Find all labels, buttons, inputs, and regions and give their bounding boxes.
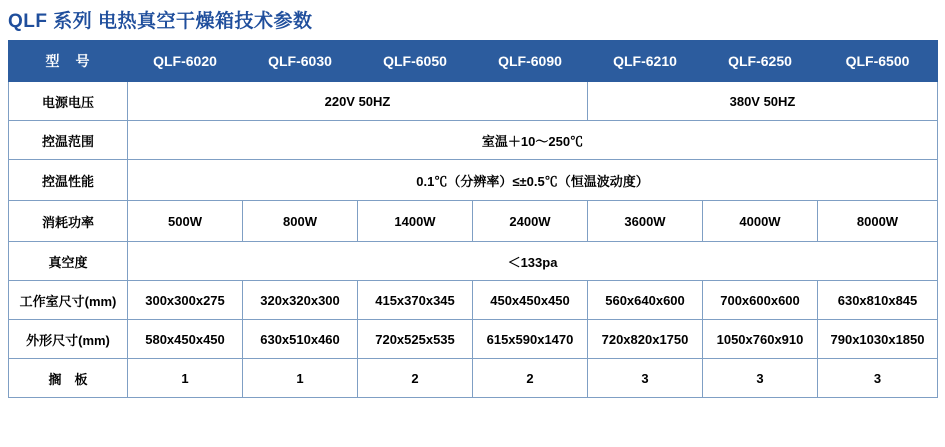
cell-power-6: 4000W — [703, 201, 818, 242]
row-label-temp-performance: 控温性能 — [9, 160, 128, 201]
table-row — [9, 320, 938, 359]
cell-temp-performance: 0.1℃（分辨率）≤±0.5℃（恒温波动度） — [128, 160, 938, 201]
table-row — [9, 160, 938, 201]
cell-inner-2: 320x320x300 — [243, 281, 358, 320]
cell-vacuum: ＜133pa — [128, 242, 938, 281]
row-label-shelf: 搁 板 — [9, 359, 128, 398]
cell-shelf-7: 3 — [818, 359, 938, 398]
cell-shelf-1: 1 — [128, 359, 243, 398]
table-header-model-1: QLF-6020 — [128, 41, 243, 82]
cell-inner-5: 560x640x600 — [588, 281, 703, 320]
table-header-model-4: QLF-6090 — [473, 41, 588, 82]
table-header-model-2: QLF-6030 — [243, 41, 358, 82]
table-header-model-7: QLF-6500 — [818, 41, 938, 82]
cell-power-7: 8000W — [818, 201, 938, 242]
table-row — [9, 242, 938, 281]
cell-outer-1: 580x450x450 — [128, 320, 243, 359]
cell-inner-6: 700x600x600 — [703, 281, 818, 320]
row-label-inner-size: 工作室尺寸(mm) — [9, 281, 128, 320]
cell-outer-6: 1050x760x910 — [703, 320, 818, 359]
cell-power-5: 3600W — [588, 201, 703, 242]
cell-inner-4: 450x450x450 — [473, 281, 588, 320]
cell-inner-1: 300x300x275 — [128, 281, 243, 320]
page-title: QLF 系列 电热真空干燥箱技术参数 — [8, 11, 313, 32]
row-label-outer-size: 外形尺寸(mm) — [9, 320, 128, 359]
table-header — [9, 41, 938, 82]
cell-power-2: 800W — [243, 201, 358, 242]
cell-shelf-5: 3 — [588, 359, 703, 398]
cell-outer-5: 720x820x1750 — [588, 320, 703, 359]
cell-voltage-220: 220V 50HZ — [128, 82, 588, 121]
cell-outer-4: 615x590x1470 — [473, 320, 588, 359]
cell-outer-3: 720x525x535 — [358, 320, 473, 359]
cell-voltage-380: 380V 50HZ — [588, 82, 938, 121]
row-label-vacuum: 真空度 — [9, 242, 128, 281]
cell-temp-range: 室温＋10～250℃ — [128, 121, 938, 160]
cell-inner-7: 630x810x845 — [818, 281, 938, 320]
table-row — [9, 359, 938, 398]
cell-power-3: 1400W — [358, 201, 473, 242]
cell-shelf-4: 2 — [473, 359, 588, 398]
cell-shelf-2: 1 — [243, 359, 358, 398]
table-body — [9, 82, 938, 398]
cell-shelf-6: 3 — [703, 359, 818, 398]
table-row — [9, 82, 938, 121]
table-header-row — [9, 41, 938, 82]
cell-outer-2: 630x510x460 — [243, 320, 358, 359]
cell-shelf-3: 2 — [358, 359, 473, 398]
row-label-voltage: 电源电压 — [9, 82, 128, 121]
row-label-temp-range: 控温范围 — [9, 121, 128, 160]
table-header-model-6: QLF-6250 — [703, 41, 818, 82]
table-row — [9, 121, 938, 160]
table-row — [9, 281, 938, 320]
table-header-label: 型 号 — [9, 41, 128, 82]
table-header-model-3: QLF-6050 — [358, 41, 473, 82]
table-header-model-5: QLF-6210 — [588, 41, 703, 82]
cell-power-1: 500W — [128, 201, 243, 242]
cell-outer-7: 790x1030x1850 — [818, 320, 938, 359]
cell-power-4: 2400W — [473, 201, 588, 242]
row-label-power: 消耗功率 — [9, 201, 128, 242]
specification-table — [8, 40, 938, 398]
cell-inner-3: 415x370x345 — [358, 281, 473, 320]
table-row — [9, 201, 938, 242]
